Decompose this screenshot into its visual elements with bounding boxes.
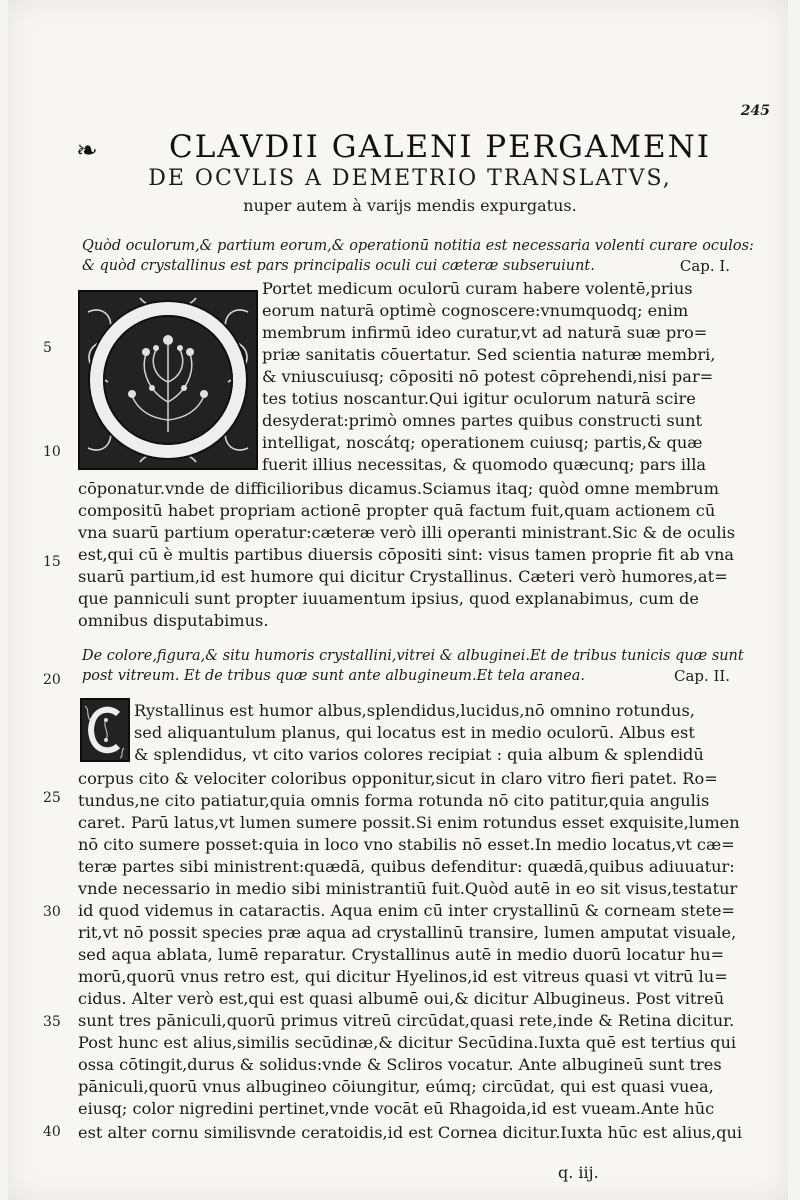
ch2-line: cidus. Alter verò est,qui est quasi albumē oui,& dicitur Albugineus. Post vitreū (78, 989, 725, 1008)
floral-initial-c-icon (82, 700, 128, 760)
chapter1-cap: Cap. I. (679, 257, 731, 275)
ch2-line: ossa cōtingit,durus & solidus:vnde & Scliros vocatur. Ante albugineū sunt tres (78, 1055, 722, 1074)
page-number: 245 (740, 103, 770, 119)
ch1-line: est,qui cū è multis partibus diuersis cōpositi sint: visus tamen proprie fit ab vna (78, 545, 735, 564)
margin-line-number: 30 (43, 904, 61, 920)
ch2-line: est alter cornu similisvnde ceratoidis,id est Cornea dicitur.Iuxta hūc est alius,qui (78, 1123, 743, 1142)
ch1-line: intelligat, noscátq; operationem cuiusq; partis,& quæ (262, 433, 703, 452)
ch2-line: id quod videmus in cataractis. Aqua enim cū inter crystallinū & corneam stete= (78, 901, 735, 920)
chapter2-heading-line1: De colore,figura,& situ humoris crystallini,vitrei & albuginei.Et de tribus tunicis quæ sunt (82, 648, 744, 664)
ch2-line: vnde necessario in medio sibi ministrantiū fuit.Quòd autē in eo sit visus,testatur (78, 879, 738, 898)
ch1-line: desyderat:primò omnes partes quibus constructi sunt (262, 411, 703, 430)
ch2-line: teræ partes sibi ministrent:quædā, quibus defenditur: quædā,quibus adiuuatur: (78, 857, 735, 876)
margin-line-number: 35 (43, 1014, 61, 1030)
ch2-line: pāniculi,quorū vnus albugineo cōiungitur, eúmq; circūdat, qui est quasi vuea, (78, 1077, 714, 1096)
chapter2-heading-line2: post vitreum. Et de tribus quæ sunt ante albugineum.Et tela aranea. (82, 668, 585, 684)
floral-initial-icon (80, 292, 256, 468)
ch2-line: corpus cito & velociter coloribus opponitur,sicut in claro vitro fieri patet. Ro= (78, 769, 718, 788)
fleuron-icon: ❧ (76, 136, 98, 166)
ch1-line: & vniuscuiusq; cōpositi nō potest cōprehendi,nisi par= (262, 367, 714, 386)
title-subtitle: DE OCVLIS A DEMETRIO TRANSLATVS, (148, 166, 672, 191)
ch2-line: eiusq; color nigredini pertinet,vnde vocāt eū Rhagoida,id est vueam.Ante hūc (78, 1099, 715, 1118)
ch1-line: Portet medicum oculorū curam habere volentē,prius (262, 279, 693, 298)
ch1-line: cōponatur.vnde de difficilioribus dicamus.Sciamus itaq; quòd omne membrum (78, 479, 719, 498)
margin-line-number: 20 (43, 672, 61, 688)
ch2-line: nō cito sumere posset:quia in loco vno stabilis nō esset.In medio locatus,vt cæ= (78, 835, 735, 854)
ch1-line: omnibus disputabimus. (78, 611, 269, 630)
ch2-line: sed aqua ablata, lumē reparatur. Crystallinus autē in medio duorū locatur hu= (78, 945, 725, 964)
chapter2-cap: Cap. II. (674, 667, 731, 685)
chapter2-heading (82, 646, 772, 686)
margin-line-number: 40 (43, 1124, 61, 1140)
chapter1-heading (82, 236, 772, 276)
decorated-initial-o (78, 290, 258, 470)
ch1-line: fuerit illius necessitas, & quomodo quæcunq; pars illa (262, 455, 707, 474)
decorated-initial-c (80, 698, 130, 762)
ch2-line: & splendidus, vt cito varios colores recipiat : quia album & splendidū (134, 745, 704, 764)
ch1-line: compositū habet propriam actionē propter quā factum fuit,quam actionem cū (78, 501, 716, 520)
ch2-line: Post hunc est alius,similis secūdinæ,& dicitur Secūdina.Iuxta quē est tertius qui (78, 1033, 737, 1052)
title-block (60, 130, 760, 217)
ch1-line: vna suarū partium operatur:cæteræ verò illi operanti ministrant.Sic & de oculis (78, 523, 736, 542)
ch2-line: sed aliquantulum planus, qui locatus est in medio oculorū. Albus est (134, 723, 695, 742)
ch2-line: Rystallinus est humor albus,splendidus,lucidus,nō omnino rotundus, (134, 701, 695, 720)
chapter1-heading-line2: & quòd crystallinus est pars principalis oculi cui cæteræ subseruiunt. (82, 258, 595, 274)
ch1-line: que panniculi sunt propter iuuamentum ipsius, quod explanabimus, cum de (78, 589, 699, 608)
ch2-line: morū,quorū vnus retro est, qui dicitur Hyelinos,id est vitreus quasi vt vitrū lu= (78, 967, 728, 986)
signature-mark: q. iij. (558, 1163, 599, 1182)
ch1-line: suarū partium,id est humore qui dicitur Crystallinus. Cæteri verò humores,at= (78, 567, 728, 586)
title-main: CLAVDII GALENI PERGAMENI (168, 129, 712, 165)
margin-line-number: 15 (43, 554, 61, 570)
ch2-line: sunt tres pāniculi,quorū primus vitreū circūdat,quasi rete,inde & Retina dicitur. (78, 1011, 735, 1030)
ch2-line: rit,vt nō possit species præ aqua ad crystallinū transire, lumen amputat visuale, (78, 923, 737, 942)
ch2-line: tundus,ne cito patiatur,quia omnis forma rotunda nō cito patitur,quia angulis (78, 791, 710, 810)
title-note: nuper autem à varijs mendis expurgatus. (243, 196, 577, 215)
ch1-line: membrum infirmū ideo curatur,vt ad naturā suæ pro= (262, 323, 708, 342)
ch1-line: eorum naturā optimè cognoscere:vnumquodq; enim (262, 301, 689, 320)
ch1-line: tes totius noscantur.Qui igitur oculorum naturā scire (262, 389, 696, 408)
margin-line-number: 10 (43, 444, 61, 460)
ch2-line: caret. Parū latus,vt lumen sumere possit.Si enim rotundus esset exquisite,lumen (78, 813, 740, 832)
ch1-line: priæ sanitatis cōuertatur. Sed scientia naturæ membri, (262, 345, 716, 364)
margin-line-number: 25 (43, 790, 61, 806)
chapter1-heading-line1: Quòd oculorum,& partium eorum,& operationū notitia est necessaria volenti curare oculos: (82, 238, 754, 254)
margin-line-number: 5 (43, 340, 52, 356)
